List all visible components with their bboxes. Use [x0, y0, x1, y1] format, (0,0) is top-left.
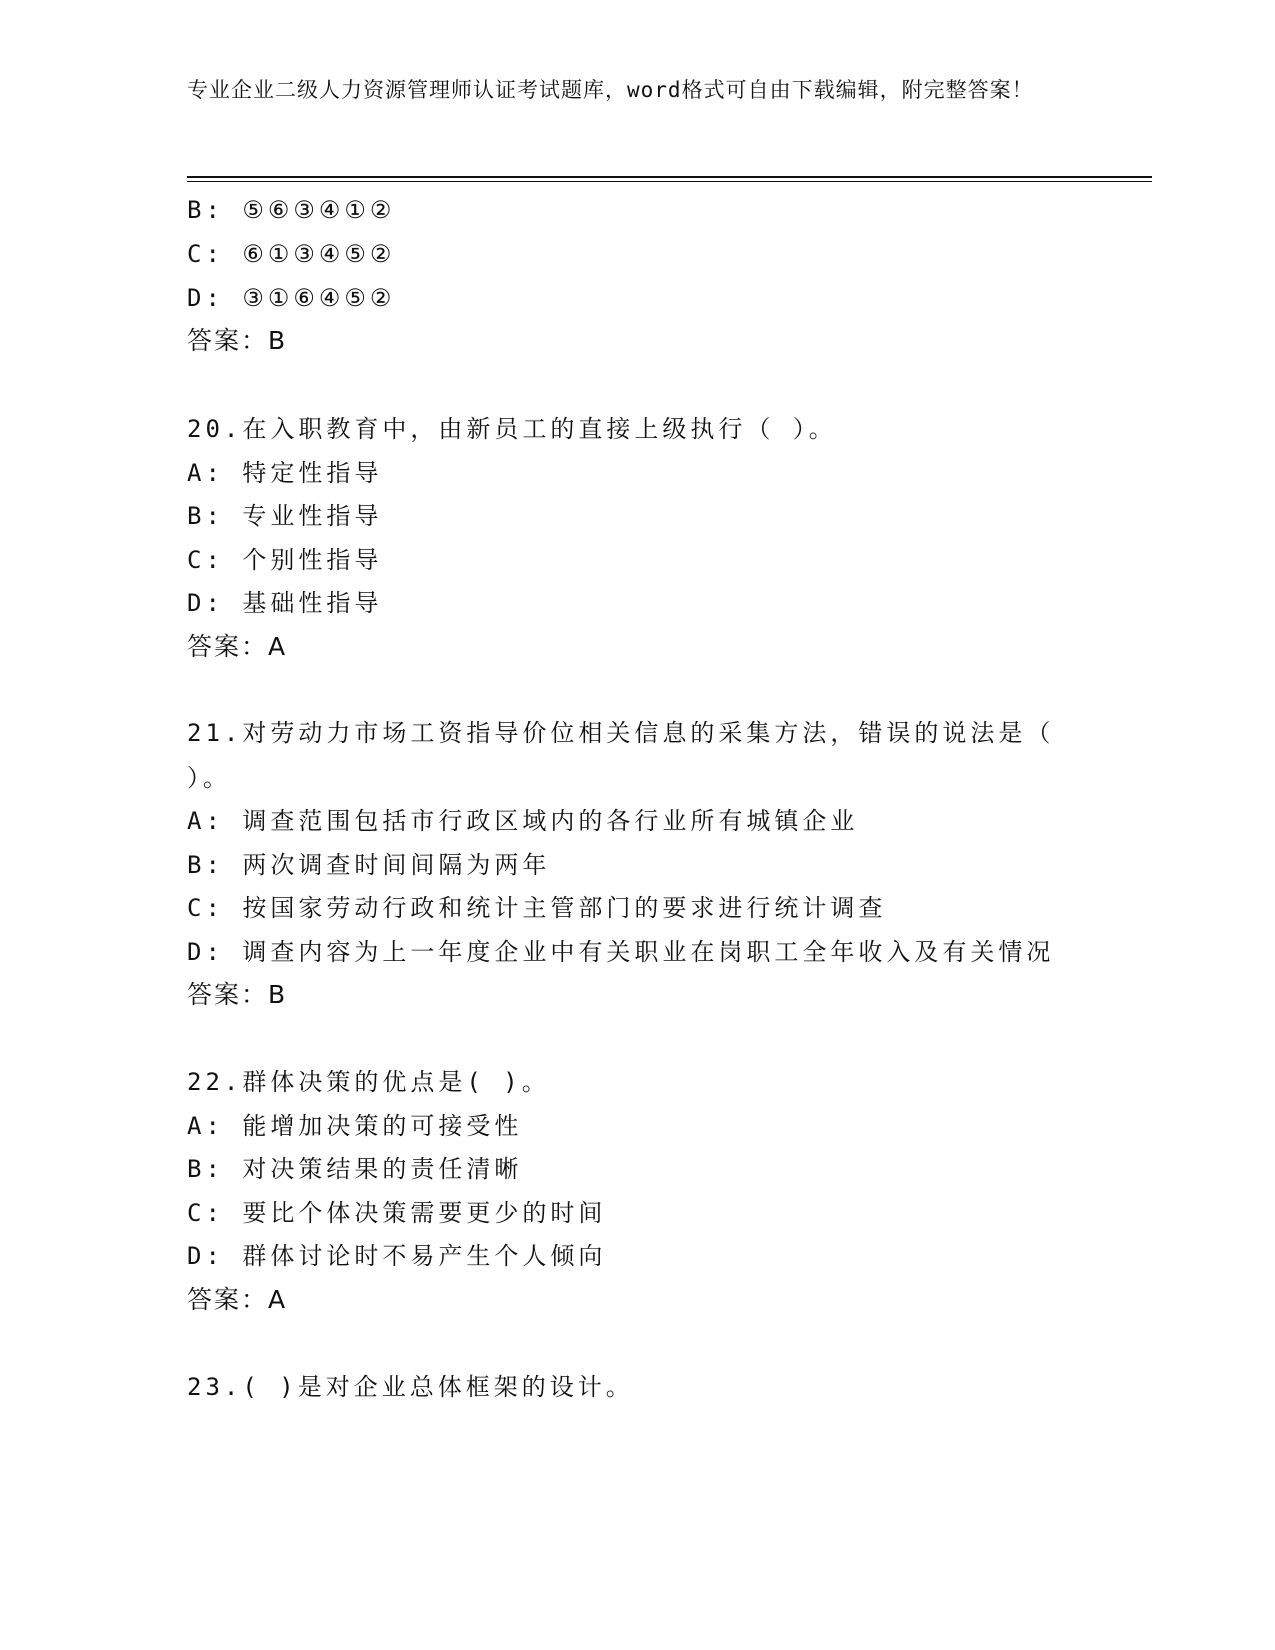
q19-option-c: C: ⑥①③④⑤②	[187, 240, 396, 268]
q21-option-a: A: 调查范围包括市行政区域内的各行业所有城镇企业	[187, 807, 859, 835]
q21-option-d: D: 调查内容为上一年度企业中有关职业在岗职工全年收入及有关情况	[187, 938, 1055, 966]
q22-question: 22.群体决策的优点是( )。	[187, 1068, 550, 1096]
q20-option-d: D: 基础性指导	[187, 589, 383, 617]
q21-option-c: C: 按国家劳动行政和统计主管部门的要求进行统计调查	[187, 894, 887, 922]
q20-option-c: C: 个别性指导	[187, 546, 383, 574]
q22-option-c: C: 要比个体决策需要更少的时间	[187, 1199, 607, 1227]
q22-option-d: D: 群体讨论时不易产生个人倾向	[187, 1242, 607, 1270]
q20-option-a: A: 特定性指导	[187, 459, 383, 487]
q21-question: 21.对劳动力市场工资指导价位相关信息的采集方法，错误的说法是（ ）。	[187, 719, 1055, 792]
q19-option-d: D: ③①⑥④⑤②	[187, 284, 396, 312]
header-divider-thin	[187, 181, 1152, 182]
q20-question: 20.在入职教育中，由新员工的直接上级执行（ ）。	[187, 415, 837, 443]
q20-option-b: B: 专业性指导	[187, 502, 383, 530]
q21-answer: 答案：B	[187, 980, 288, 1009]
q21-option-b: B: 两次调查时间间隔为两年	[187, 851, 551, 879]
q20-answer: 答案：A	[187, 632, 288, 661]
q19-answer: 答案：B	[187, 326, 288, 355]
q19-option-b: B: ⑤⑥③④①②	[187, 196, 396, 224]
q23-question: 23.( )是对企业总体框架的设计。	[187, 1373, 634, 1401]
q22-option-a: A: 能增加决策的可接受性	[187, 1112, 523, 1140]
q22-option-b: B: 对决策结果的责任清晰	[187, 1155, 523, 1183]
header-note: 专业企业二级人力资源管理师认证考试题库，word格式可自由下载编辑，附完整答案！	[187, 78, 1034, 102]
header-divider-thick	[187, 176, 1152, 178]
q22-answer: 答案：A	[187, 1285, 288, 1314]
